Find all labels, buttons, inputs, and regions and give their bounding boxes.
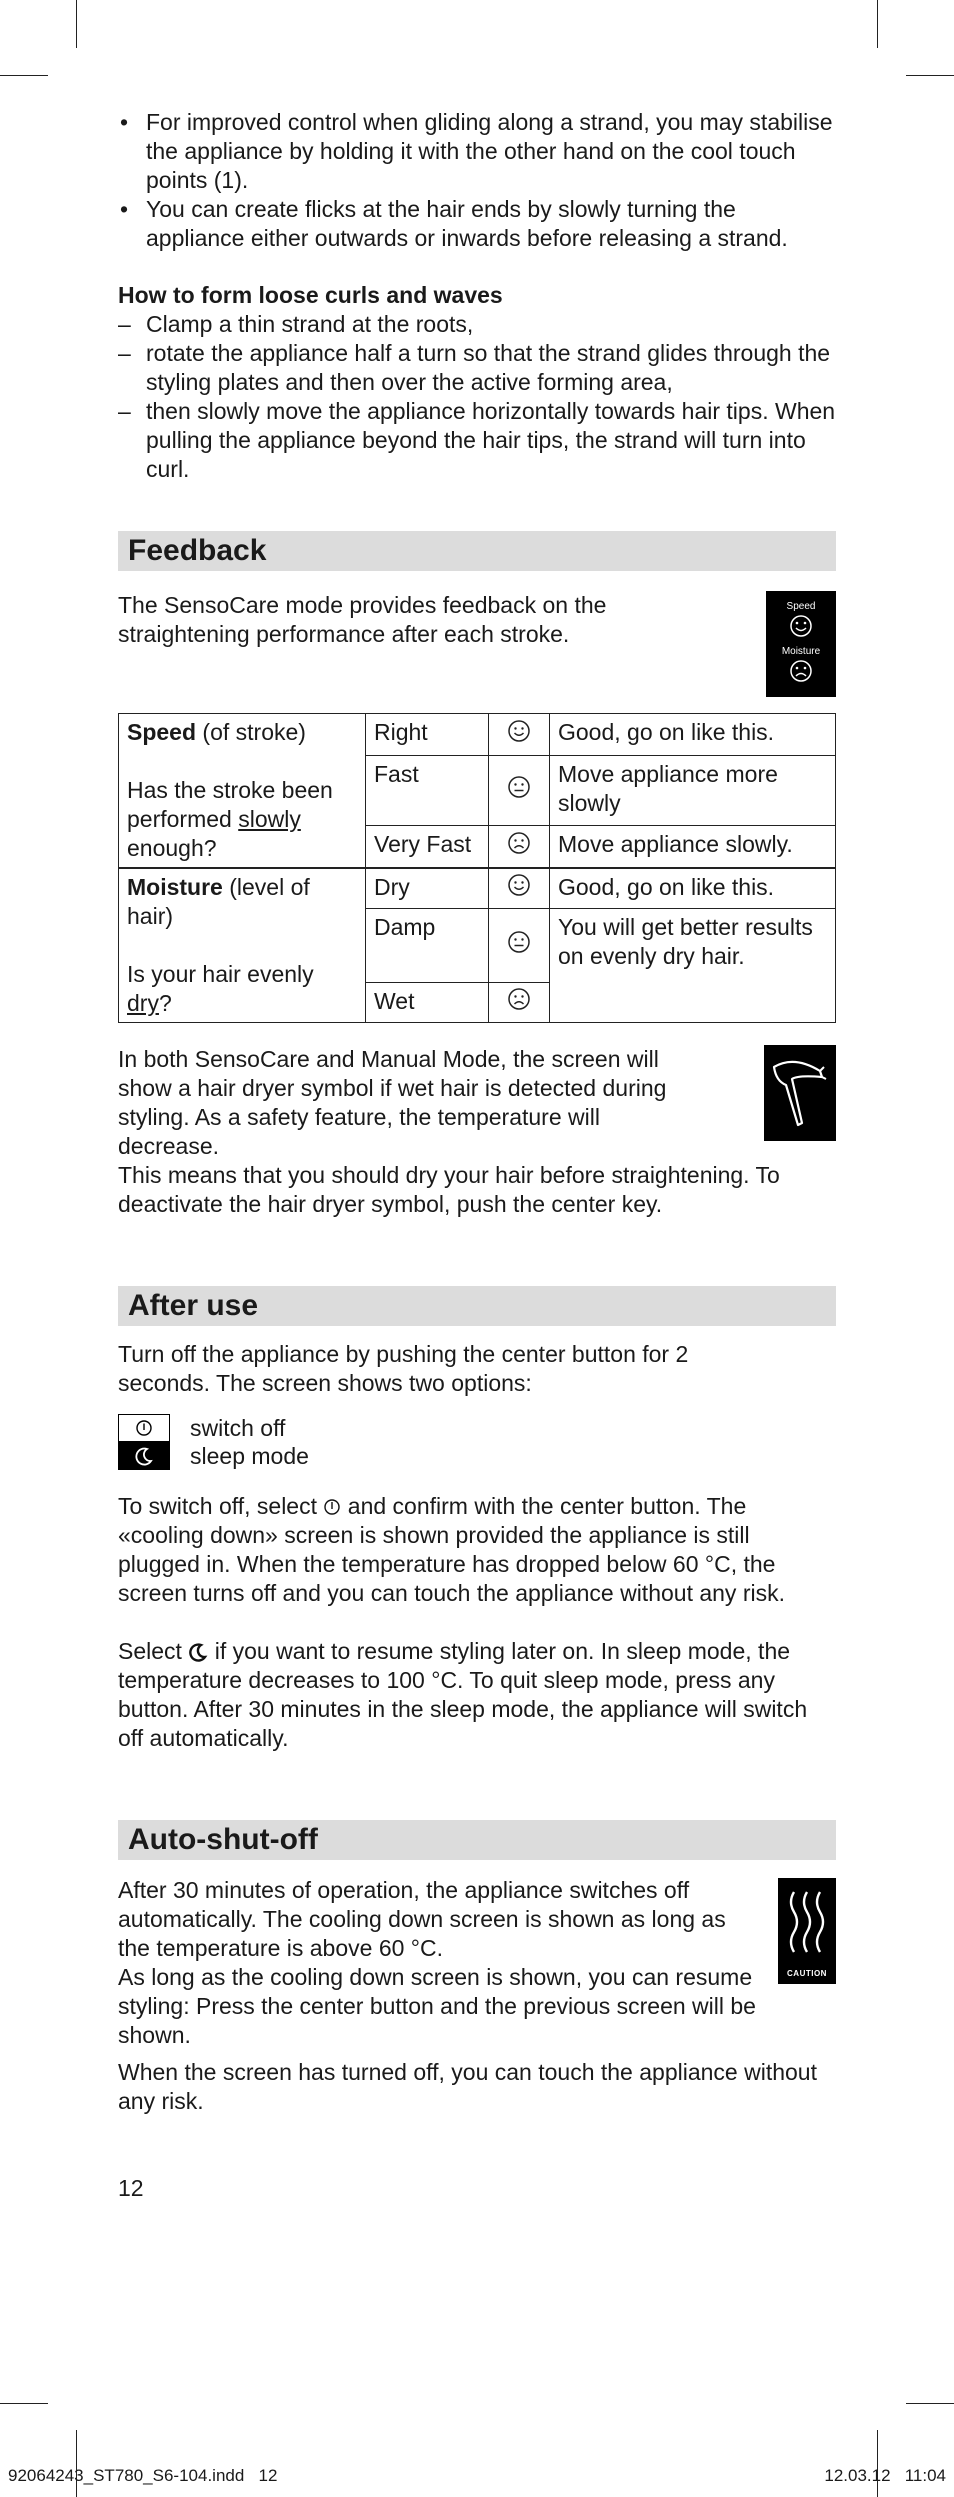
moisture-msg-dry: Good, go on like this.: [550, 868, 836, 909]
dryer-text: In both SensoCare and Manual Mode, the screen will show a hair dryer symbol if wet hair is detected during styling. As a safety feature, the temperature will decrease.: [118, 1046, 667, 1159]
frown-icon: [766, 658, 836, 684]
moisture-title: Moisture: [127, 874, 223, 900]
options-list: [118, 1414, 836, 1470]
option-switch-off: [118, 1414, 836, 1442]
moisture-question-underlined: dry: [127, 990, 159, 1016]
speed-question-end: enough?: [127, 835, 217, 861]
crop-mark: [0, 2403, 48, 2404]
moisture-label: Moisture: [781, 646, 821, 657]
switch-off-text-end: and confirm with the center button. The «cooling down» screen is shown provided the appliance is still plugged in. When the temperature has dropped below 60 °C, the screen turns off and you can touch the appliance without any risk.: [118, 1493, 785, 1606]
neutral-face-icon: [507, 775, 531, 799]
speed-msg-fast: Move appliance more slowly: [550, 755, 836, 825]
power-icon: [323, 1498, 341, 1516]
speed-cell: [119, 714, 366, 869]
speed-msg-very-fast: Move appliance slowly.: [550, 826, 836, 868]
frown-icon: [507, 831, 531, 855]
option-label: switch off: [190, 1414, 286, 1441]
list-item: • For improved control when gliding along a strand, you may stabilise the appliance by holding it with the other hand on the cool touch points (1).: [118, 108, 836, 195]
moisture-question: Is your hair evenly: [127, 961, 314, 987]
list-item: – Clamp a thin strand at the roots,: [118, 310, 836, 339]
sleep-mode-text-end: if you want to resume styling later on. In sleep mode, the temperature decreases to 100 °C. To quit sleep mode, press any button. After 30 minutes in the sleep mode, the appliance will switch off automatically.: [118, 1638, 808, 1751]
crop-mark: [877, 0, 878, 48]
moisture-label-dry: Dry: [366, 868, 489, 909]
neutral-face-icon: [507, 930, 531, 954]
speed-title: Speed: [127, 719, 197, 745]
option-label: sleep mode: [190, 1442, 309, 1469]
auto-shut-off-para3: When the screen has turned off, you can touch the appliance without any risk.: [118, 2059, 817, 2114]
crop-mark: [76, 2430, 77, 2497]
footer-date-time: 12.03.12 11:04: [824, 2466, 946, 2485]
moisture-title-suffix: (level of hair): [127, 874, 310, 929]
moisture-label-wet: Wet: [366, 983, 489, 1023]
crop-mark: [877, 2430, 878, 2497]
caution-hot-icon: [778, 1878, 836, 1984]
curls-steps: [118, 310, 836, 484]
face-cell: [489, 755, 550, 825]
face-cell: [489, 983, 550, 1023]
crop-mark: [76, 0, 77, 48]
smile-icon: [507, 719, 531, 743]
feedback-table: [118, 713, 836, 1023]
moon-icon: [118, 1442, 170, 1470]
sleep-mode-paragraph: [118, 1637, 836, 1753]
page-content: [118, 108, 836, 2203]
crop-mark: [0, 75, 48, 76]
auto-shut-off-heading: Auto-shut-off: [118, 1820, 836, 1860]
list-item: – rotate the appliance half a turn so that the strand glides through the styling plates and then over the active forming area,: [118, 339, 836, 397]
moisture-msg-damp-wet: You will get better results on evenly dry hair.: [550, 909, 836, 1023]
moisture-question-end: ?: [158, 990, 172, 1016]
tips-list: [118, 108, 836, 253]
after-use-heading: After use: [118, 1286, 836, 1326]
heat-waves-icon: [778, 1878, 836, 1962]
moisture-cell: [119, 868, 366, 1023]
dryer-text-2: This means that you should dry your hair before straightening. To deactivate the hair dryer symbol, push the center key.: [118, 1162, 780, 1217]
sleep-mode-text: Select: [118, 1638, 189, 1664]
hair-dryer-icon: [764, 1045, 836, 1141]
auto-shut-off-para1: After 30 minutes of operation, the appliance switches off automatically. The cooling down screen is shown as long as the temperature is above 60 °C.: [118, 1877, 726, 1961]
smile-icon: [766, 613, 836, 639]
speed-label-fast: Fast: [366, 755, 489, 825]
option-sleep-mode: [118, 1442, 836, 1470]
moisture-label-damp: Damp: [366, 909, 489, 983]
caution-label: CAUTION: [787, 1969, 827, 1978]
speed-label-very-fast: Very Fast: [366, 826, 489, 868]
power-icon: [118, 1414, 170, 1442]
speed-question-underlined: slowly: [238, 806, 301, 832]
after-use-intro: Turn off the appliance by pushing the center button for 2 seconds. The screen shows two options:: [118, 1341, 689, 1396]
face-cell: [489, 909, 550, 983]
frown-icon: [507, 987, 531, 1011]
face-cell: [489, 868, 550, 909]
feedback-intro: The SensoCare mode provides feedback on the straightening performance after each stroke.: [118, 592, 607, 647]
footer-file-info: 92064243_ST780_S6-104.indd 12: [8, 2466, 278, 2485]
face-cell: [489, 826, 550, 868]
curls-heading: How to form loose curls and waves: [118, 282, 503, 308]
switch-off-paragraph: [118, 1492, 836, 1608]
hair-dryer-icon-graphic: [764, 1045, 836, 1141]
feedback-heading: Feedback: [118, 531, 836, 571]
speed-question: Has the stroke been performed: [127, 777, 333, 832]
speed-msg-right: Good, go on like this.: [550, 714, 836, 756]
speed-label: Speed: [786, 601, 816, 612]
smile-icon: [507, 873, 531, 897]
page-number: 12: [118, 2175, 144, 2201]
speed-title-suffix: (of stroke): [196, 719, 306, 745]
crop-mark: [906, 75, 954, 76]
speed-label-right: Right: [366, 714, 489, 756]
list-item: – then slowly move the appliance horizontally towards hair tips. When pulling the appliance beyond the hair tips, the strand will turn into curl.: [118, 397, 836, 484]
crop-mark: [906, 2403, 954, 2404]
face-cell: [489, 714, 550, 756]
list-item: • You can create flicks at the hair ends by slowly turning the appliance either outwards or inwards before releasing a strand.: [118, 195, 836, 253]
switch-off-text: To switch off, select: [118, 1493, 324, 1519]
sensocare-display-icon: [766, 591, 836, 697]
moon-icon: [188, 1642, 208, 1662]
auto-shut-off-para2: As long as the cooling down screen is shown, you can resume styling: Press the center button and the previous screen will be shown.: [118, 1964, 756, 2048]
